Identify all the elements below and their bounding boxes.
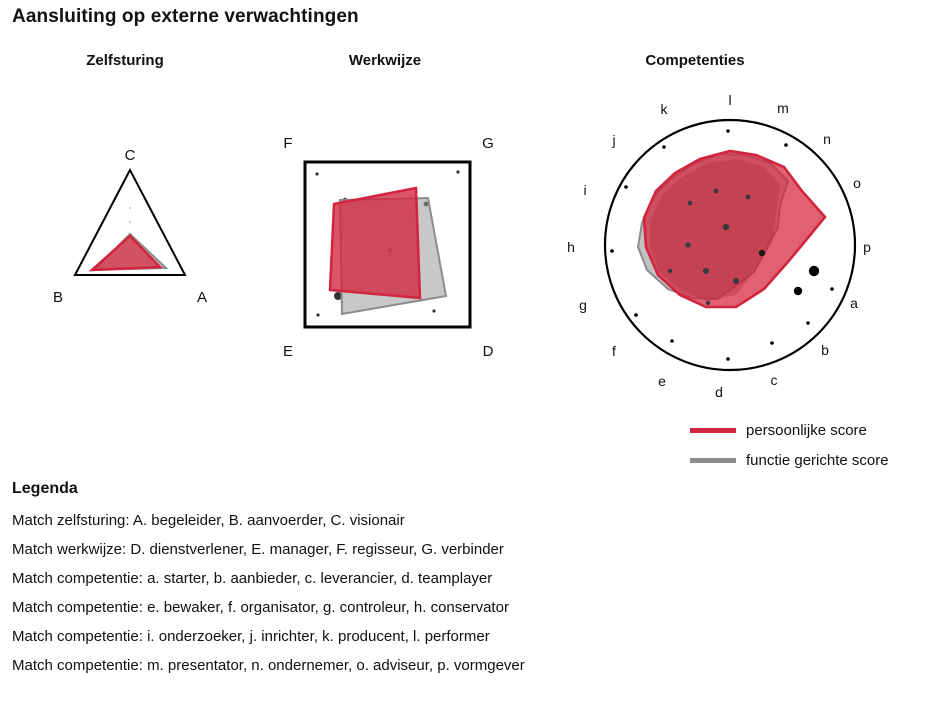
axis-label-i: i: [583, 182, 587, 198]
legend-item-persoonlijke-score: [690, 415, 920, 445]
chart-legend: [690, 415, 920, 475]
axis-label-B: B: [52, 289, 64, 306]
panel-title-werkwijze: Werkwijze: [348, 52, 422, 69]
axis-label-n: n: [823, 131, 831, 147]
axis-label-A: A: [196, 289, 208, 306]
chart-werkwijze: [250, 100, 520, 380]
legenda-line: Match competentie: i. onderzoeker, j. inrichter, k. producent, l. performer: [12, 628, 490, 645]
axis-label-F: F: [283, 135, 293, 152]
axis-label-k: k: [660, 101, 668, 117]
axis-label-h: h: [567, 239, 575, 255]
series-persoonlijke-score: [330, 188, 420, 298]
axis-label-E: E: [282, 343, 294, 360]
legenda-line: Match zelfsturing: A. begeleider, B. aanvoerder, C. visionair: [12, 512, 405, 529]
axis-label-d: d: [715, 384, 723, 400]
chart-competenties: [540, 75, 920, 415]
axis-label-m: m: [777, 100, 789, 116]
legend-swatch-functie-gerichte-score: [690, 458, 736, 463]
axis-label-G: G: [482, 135, 494, 152]
axis-label-b: b: [821, 342, 829, 358]
axis-label-c: c: [770, 372, 778, 388]
axis-label-g: g: [579, 297, 587, 313]
axis-label-C: C: [124, 147, 136, 164]
legend-label-persoonlijke-score: persoonlijke score: [746, 421, 867, 439]
legend-swatch-persoonlijke-score: [690, 428, 736, 433]
legend-item-functie-gerichte-score: [690, 445, 920, 475]
axis-label-D: D: [482, 343, 494, 360]
panel-title-zelfsturing: Zelfsturing: [86, 52, 164, 69]
chart-zelfsturing: [20, 110, 240, 330]
legenda-title: Legenda: [12, 480, 78, 497]
legenda-line: Match competentie: m. presentator, n. ondernemer, o. adviseur, p. vormgever: [12, 657, 525, 674]
axis-label-j: j: [612, 132, 616, 148]
axis-label-l: l: [728, 92, 732, 108]
axis-label-e: e: [658, 373, 666, 389]
legenda-line: Match werkwijze: D. dienstverlener, E. manager, F. regisseur, G. verbinder: [12, 541, 504, 558]
axis-label-f: f: [612, 343, 616, 359]
legenda-block: [12, 480, 917, 680]
axis-label-p: p: [863, 239, 871, 255]
panel-title-competenties: Competenties: [645, 52, 745, 69]
legenda-line: Match competentie: e. bewaker, f. organisator, g. controleur, h. conservator: [12, 599, 509, 616]
axis-label-o: o: [853, 175, 861, 191]
axis-label-a: a: [850, 295, 858, 311]
legend-label-functie-gerichte-score: functie gerichte score: [746, 451, 889, 469]
legenda-line: Match competentie: a. starter, b. aanbieder, c. leverancier, d. teamplayer: [12, 570, 493, 587]
page-title: Aansluiting op externe verwachtingen: [12, 6, 359, 27]
